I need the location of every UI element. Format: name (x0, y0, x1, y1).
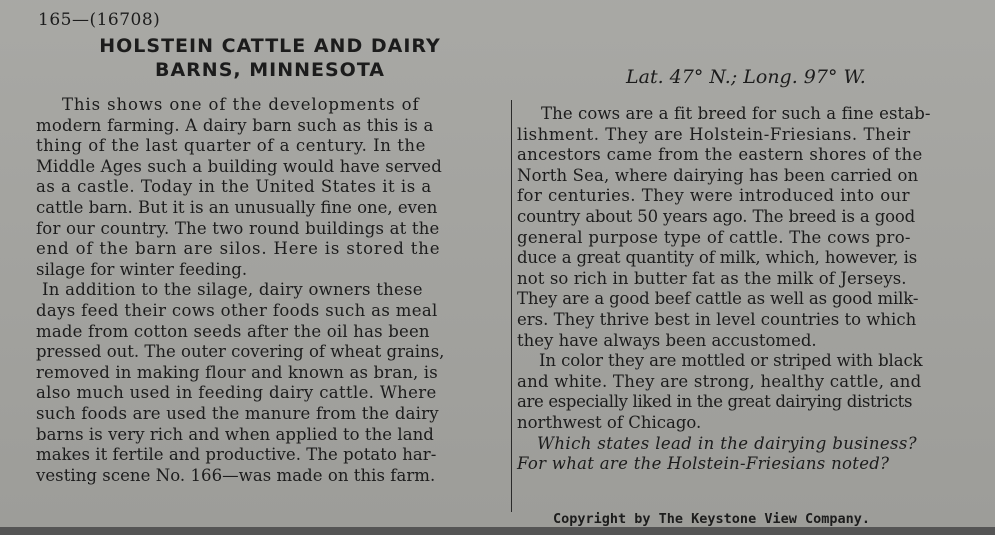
question-1: Which states lead in the dairying business? (537, 433, 918, 453)
text-line: This shows one of the developments of (62, 95, 420, 114)
text-line: for centuries. They were introduced into our (517, 186, 911, 206)
text-line: not so rich in butter fat as the milk of Jerseys. (517, 268, 907, 288)
text-line: duce a great quantity of milk, which, however, is (517, 248, 918, 268)
text-line: makes it fertile and productive. The potato har- (36, 445, 437, 465)
text-line: they have always been accustomed. (517, 330, 817, 350)
coordinates: Lat. 47° N.; Long. 97° W. (626, 66, 866, 88)
copyright-notice: Copyright by The Keystone View Company. (553, 511, 870, 527)
text-line: silage for winter feeding. (36, 259, 248, 279)
text-line: thing of the last quarter of a century. In the (36, 136, 426, 156)
text-line: barns is very rich and when applied to the land (36, 424, 434, 444)
text-line: cattle barn. But it is an unusually fine one, even (36, 197, 438, 217)
text-line: made from cotton seeds after the oil has been (36, 321, 430, 341)
text-line: are especially liked in the great dairying districts (517, 392, 913, 412)
text-line: end of the barn are silos. Here is stored the (36, 239, 441, 259)
text-line: Middle Ages such a building would have served (36, 156, 442, 176)
text-line: modern farming. A dairy barn such as this is a (36, 115, 434, 135)
text-line: They are a good beef cattle as well as good milk- (517, 289, 919, 309)
text-line: ancestors came from the eastern shores of the (517, 145, 923, 165)
text-line: vesting scene No. 166—was made on this farm. (36, 465, 436, 485)
text-line: northwest of Chicago. (517, 412, 702, 432)
text-line: country about 50 years ago. The breed is a good (517, 206, 916, 226)
text-line: as a castle. Today in the United States it is a (36, 177, 432, 197)
text-line: In color they are mottled or striped with black (539, 351, 923, 371)
text-line: North Sea, where dairying has been carried on (517, 165, 919, 185)
card-title (30, 34, 510, 82)
right-column (517, 104, 931, 475)
text-line: pressed out. The outer covering of wheat grains, (36, 342, 445, 362)
text-line: removed in making flour and known as bran, is (36, 362, 438, 382)
text-line: also much used in feeding dairy cattle. Where (36, 383, 437, 403)
text-line: ers. They thrive best in level countries to which (517, 309, 917, 329)
title-line-2: BARNS, MINNESOTA (154, 59, 386, 81)
text-line: lishment. They are Holstein-Friesians. Their (517, 124, 911, 144)
question-2: For what are the Holstein-Friesians noted? (517, 454, 890, 474)
card-bottom-edge (0, 527, 995, 535)
text-line: for our country. The two round buildings at the (36, 218, 440, 238)
text-line: general purpose type of cattle. The cows pro- (517, 227, 911, 247)
text-line: such foods are used the manure from the dairy (36, 403, 439, 423)
title-line-1: HOLSTEIN CATTLE AND DAIRY (99, 35, 441, 57)
column-divider (511, 100, 512, 512)
card-number: 165—(16708) (38, 10, 161, 30)
text-line: and white. They are strong, healthy cattle, and (517, 371, 922, 391)
left-column (36, 95, 444, 486)
text-line: The cows are a fit breed for such a fine estab- (541, 104, 931, 123)
text-line: In addition to the silage, dairy owners these (42, 280, 423, 300)
text-line: days feed their cows other foods such as meal (36, 300, 438, 320)
